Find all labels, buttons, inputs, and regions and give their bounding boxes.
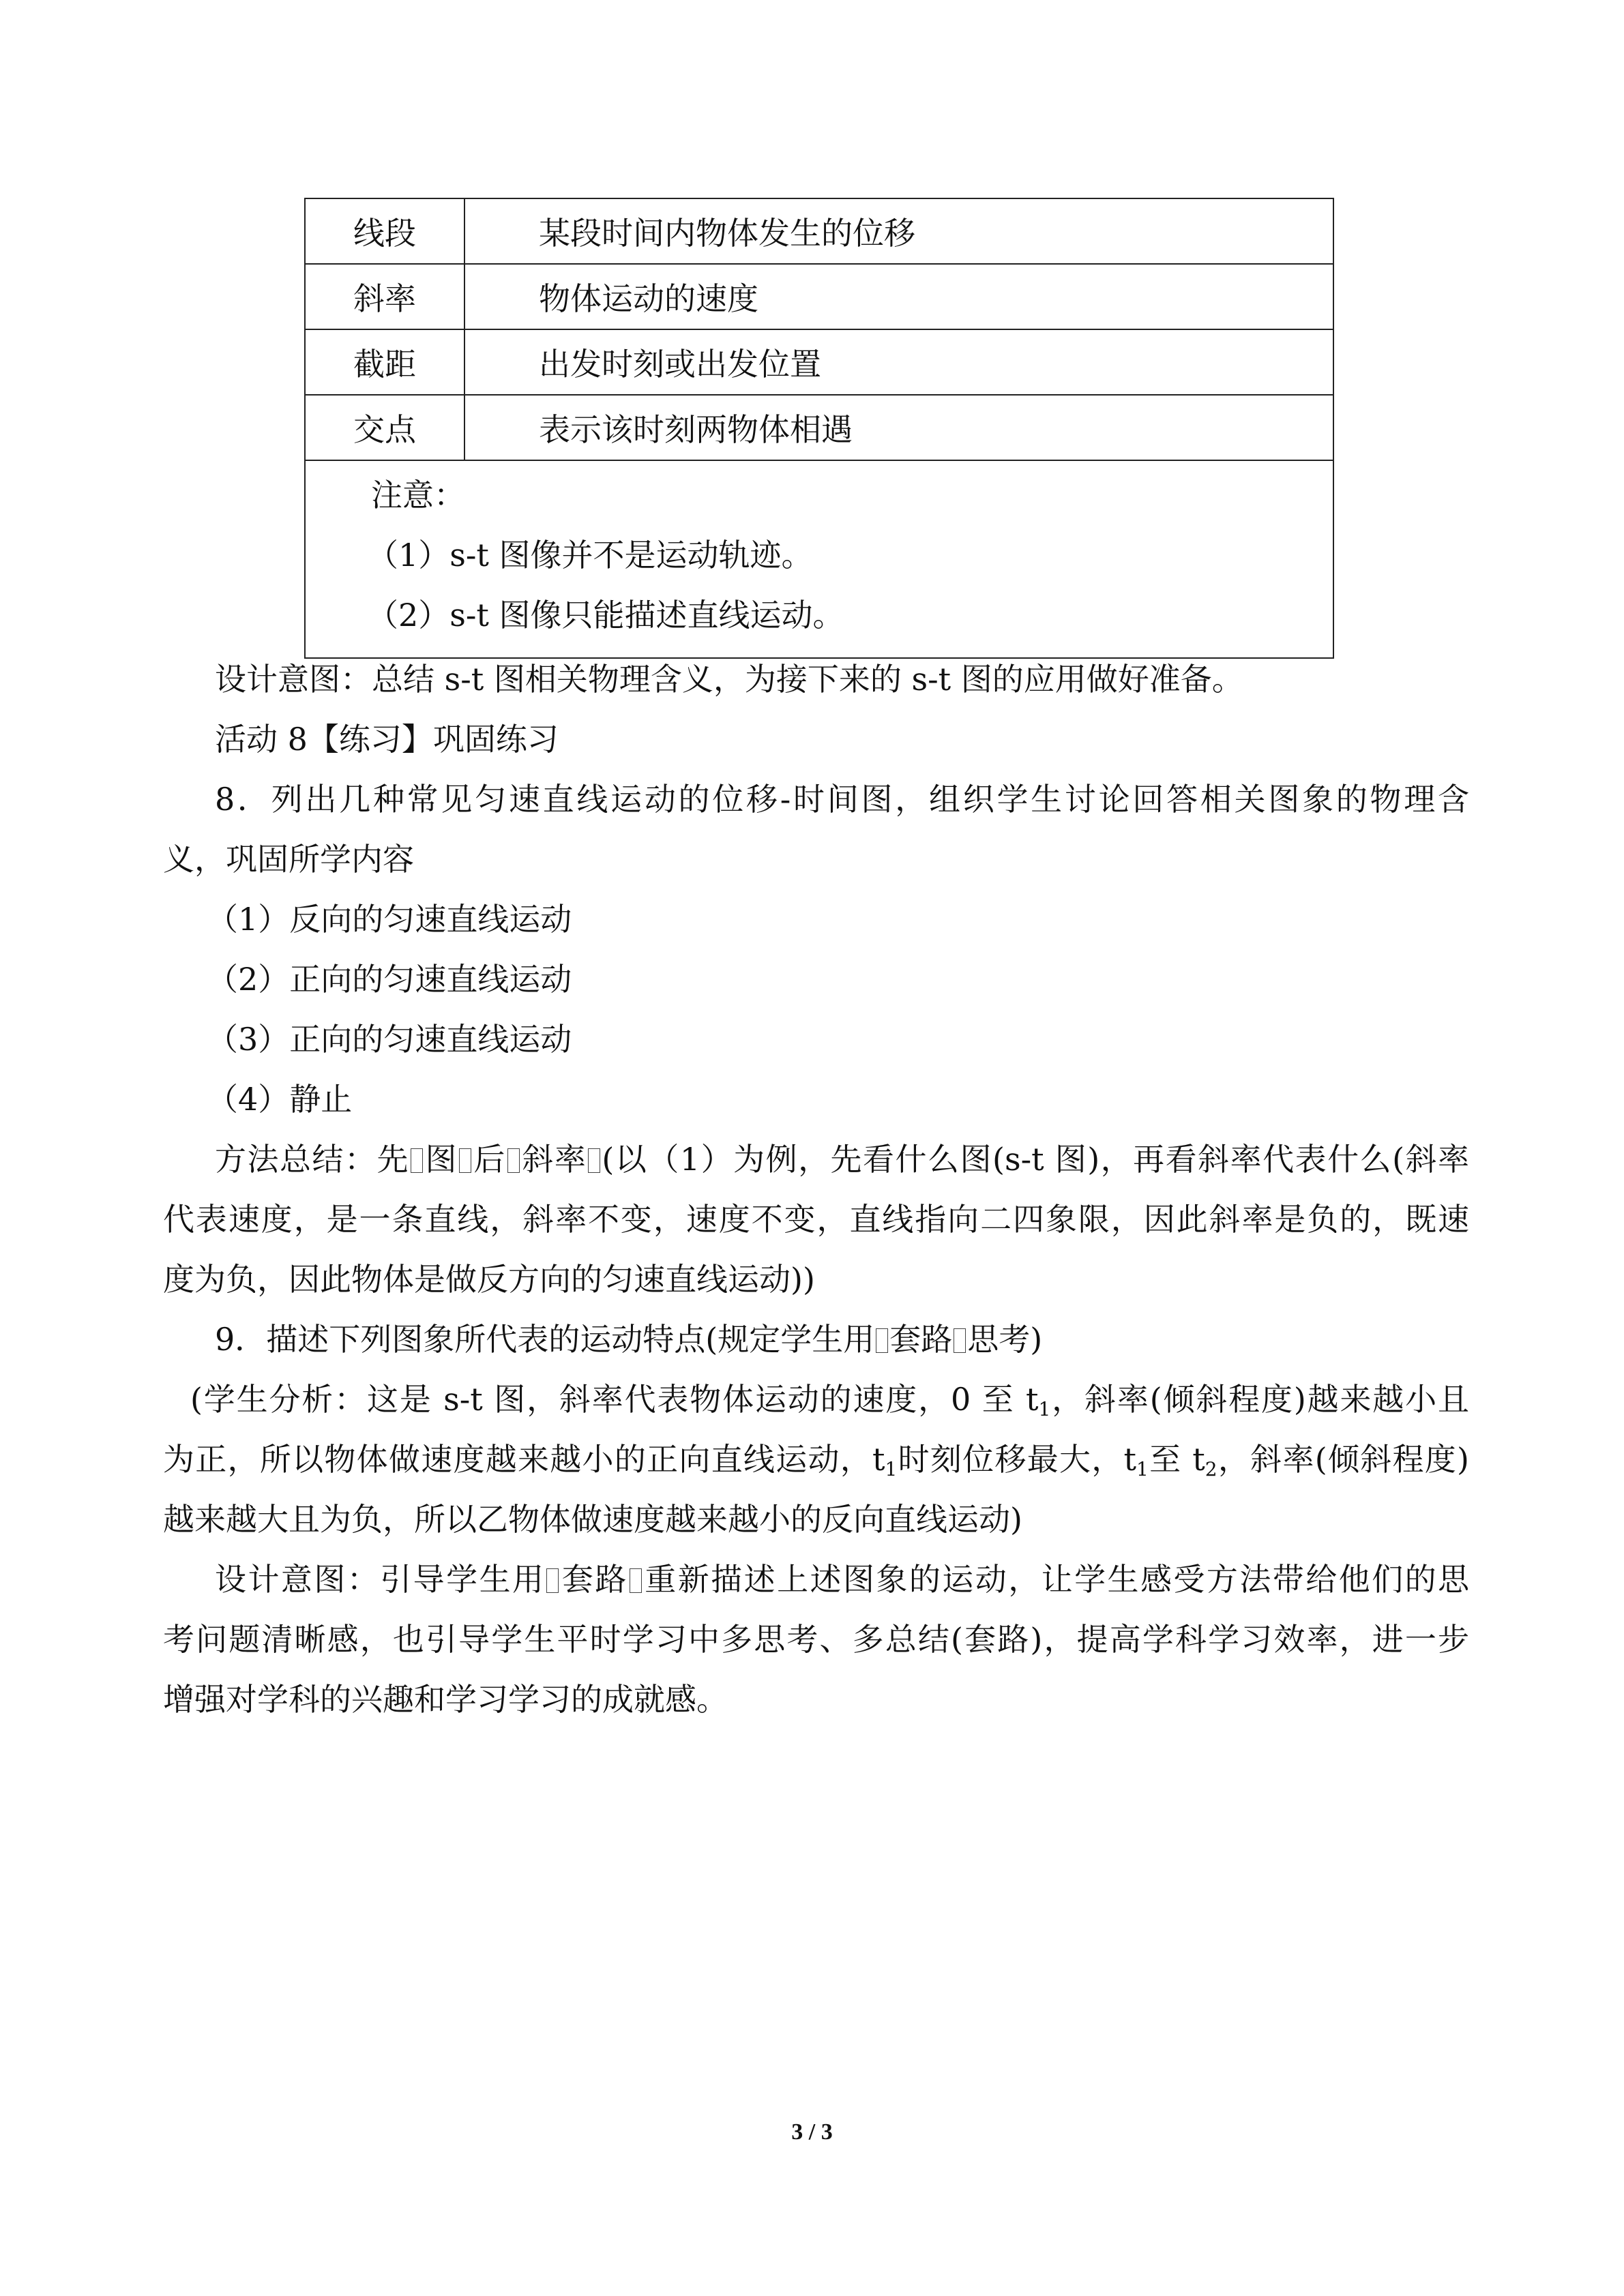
- missing-glyph-box: [876, 1328, 888, 1353]
- note-item: （1）s-t 图像并不是运动轨迹。: [367, 537, 813, 573]
- missing-glyph-box: [507, 1148, 520, 1173]
- text-run: 设计意图：引导学生用: [215, 1561, 546, 1598]
- student-analysis-line: 越来越大且为负，所以乙物体做速度越来越小的反向直线运动): [163, 1501, 1022, 1538]
- text-run: 图: [424, 1141, 458, 1178]
- design-intent-line: [163, 1549, 1469, 1609]
- missing-glyph-box: [459, 1148, 471, 1173]
- question-8-item: （3）正向的匀速直线运动: [207, 1021, 572, 1058]
- body-text: [163, 649, 1469, 1729]
- method-summary-line: [163, 1129, 1469, 1189]
- text-run: 斜率: [520, 1141, 587, 1178]
- student-analysis-line: [163, 1369, 1469, 1429]
- question-8-item: （4）静止: [207, 1081, 353, 1118]
- table-row: [305, 198, 1333, 264]
- text-run: 思考): [967, 1321, 1043, 1358]
- design-intent-line: 考问题清晰感，也引导学生平时学习中多思考、多总结(套路)，提高学科学习效率，进一步: [163, 1621, 1469, 1658]
- table-meaning: 出发时刻或出发位置: [464, 329, 1333, 395]
- table-notes: [305, 460, 1333, 658]
- table-meaning: 表示该时刻两物体相遇: [464, 395, 1333, 460]
- table-term: 交点: [305, 395, 464, 460]
- text-run: 套路: [560, 1561, 628, 1598]
- missing-glyph-box: [411, 1148, 423, 1173]
- table-row: [305, 329, 1333, 395]
- activity-heading: 活动 8【练习】巩固练习: [215, 721, 559, 758]
- method-summary-line: 度为负，因此物体是做反方向的匀速直线运动)): [163, 1261, 815, 1298]
- text-run: 时刻位移最大，t: [897, 1441, 1137, 1478]
- text-run: ，斜率(倾斜程度)越来越小且: [1050, 1381, 1469, 1418]
- text-run: 方法总结：先: [215, 1141, 409, 1178]
- table-row: [305, 264, 1333, 329]
- text-run: 为正，所以物体做速度越来越小的正向直线运动，t: [163, 1441, 885, 1478]
- text-run: (学生分析：这是 s-t 图，斜率代表物体运动的速度，0 至 t: [190, 1381, 1039, 1418]
- text-run: 套路: [889, 1321, 953, 1358]
- text-run: (以（1）为例，先看什么图(s-t 图)，再看斜率代表什么(斜率: [602, 1141, 1470, 1178]
- subscript: 2: [1205, 1458, 1217, 1480]
- text-run: 后: [472, 1141, 506, 1178]
- text-run: 至 t: [1148, 1441, 1205, 1478]
- missing-glyph-box: [954, 1328, 966, 1353]
- method-summary-line: 代表速度，是一条直线，斜率不变，速度不变，直线指向二四象限，因此斜率是负的，既速: [163, 1201, 1469, 1238]
- design-intent-paragraph: 设计意图：总结 s-t 图相关物理含义，为接下来的 s-t 图的应用做好准备。: [215, 661, 1243, 698]
- table-notes-row: [305, 460, 1333, 658]
- missing-glyph-box: [588, 1148, 600, 1173]
- table-term: 截距: [305, 329, 464, 395]
- question-9-line: [163, 1309, 1469, 1369]
- subscript: 1: [1038, 1398, 1051, 1420]
- subscript: 1: [885, 1458, 898, 1480]
- design-intent-line: 增强对学科的兴趣和学习学习的成就感。: [163, 1681, 728, 1718]
- text-run: 重新描述上述图象的运动，让学生感受方法带给他们的思: [643, 1561, 1470, 1598]
- table-term: 线段: [305, 198, 464, 264]
- student-analysis-line: [163, 1429, 1469, 1489]
- missing-glyph-box: [546, 1568, 559, 1593]
- question-8-item: （2）正向的匀速直线运动: [207, 961, 572, 998]
- table-meaning: 物体运动的速度: [464, 264, 1333, 329]
- notes-heading: 注意：: [371, 477, 465, 513]
- question-8-line: 8．列出几种常见匀速直线运动的位移-时间图，组织学生讨论回答相关图象的物理含: [215, 781, 1469, 818]
- page-number: 3 / 3: [791, 2119, 833, 2145]
- question-8-line: 义，巩固所学内容: [163, 841, 414, 878]
- table-meaning: 某段时间内物体发生的位移: [464, 198, 1333, 264]
- missing-glyph-box: [630, 1568, 642, 1593]
- subscript: 1: [1136, 1458, 1149, 1480]
- question-8-item: （1）反向的匀速直线运动: [207, 901, 572, 938]
- st-graph-meaning-table: [304, 198, 1334, 659]
- table-term: 斜率: [305, 264, 464, 329]
- text-run: ，斜率(倾斜程度): [1217, 1441, 1469, 1478]
- note-item: （2）s-t 图像只能描述直线运动。: [367, 597, 844, 633]
- text-run: 9．描述下列图象所代表的运动特点(规定学生用: [215, 1321, 875, 1358]
- table-row: [305, 395, 1333, 460]
